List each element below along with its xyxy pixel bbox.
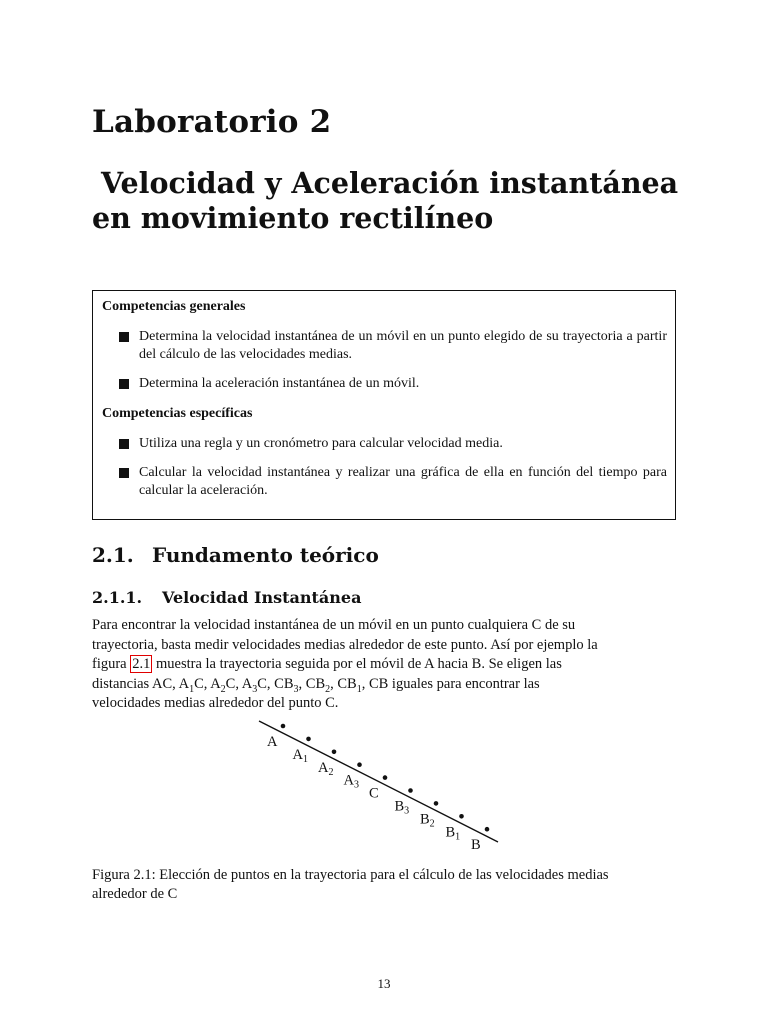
paragraph-text: , CB xyxy=(298,675,326,692)
subsection-title: Velocidad Instantánea xyxy=(162,588,362,607)
paragraph-line xyxy=(92,675,676,695)
paragraph-text: , CB iguales para encontrar las xyxy=(361,675,540,692)
paragraph-text: C, CB xyxy=(257,675,294,692)
label-subscript: 1 xyxy=(455,831,461,843)
figure-reference-link[interactable]: 2.1 xyxy=(132,656,151,672)
paragraph-line xyxy=(92,655,676,675)
square-bullet-icon xyxy=(119,468,129,478)
label-subscript: 1 xyxy=(302,753,308,765)
subscript: 3 xyxy=(252,683,258,695)
list-item xyxy=(102,375,667,393)
trajectory-point-label: A xyxy=(267,734,278,750)
body-paragraph xyxy=(92,616,676,714)
trajectory-point xyxy=(306,737,311,742)
subscript: 2 xyxy=(325,683,331,695)
trajectory-point-label: $A_2$ xyxy=(318,759,334,778)
section-title: Fundamento teórico xyxy=(152,543,379,567)
label-subscript: 2 xyxy=(328,766,334,778)
trajectory-point xyxy=(281,724,286,729)
list-item xyxy=(102,435,667,453)
list-item-text: Calcular la velocidad instantánea y realizar una gráfica de ella en función del tiempo para calcular la aceleración. xyxy=(139,465,667,498)
list-item-text: Determina la velocidad instantánea de un móvil en un punto elegido de su trayectoria a partir del cálculo de las velocidades medias. xyxy=(139,329,667,362)
list-item xyxy=(102,464,667,500)
paragraph-text: muestra la trayectoria seguida por el móvil de A hacia B. Se eligen las xyxy=(152,656,562,672)
list-item-text: Utiliza una regla y un cronómetro para calcular velocidad media. xyxy=(139,436,503,451)
competencias-especificas-list xyxy=(102,435,667,500)
paragraph-text: , CB xyxy=(330,675,357,692)
page-number: 13 xyxy=(377,976,391,991)
trajectory-point xyxy=(357,762,362,767)
list-item-text: Determina la aceleración instantánea de un móvil. xyxy=(139,376,420,391)
square-bullet-icon xyxy=(119,439,129,449)
label-subscript: 3 xyxy=(353,779,359,791)
trajectory-figure xyxy=(248,718,504,858)
chapter-title-line1: Velocidad y Aceleración instantánea xyxy=(101,166,679,200)
chapter-label: Laboratorio 2 xyxy=(92,104,332,140)
competencias-box xyxy=(92,290,676,520)
square-bullet-icon xyxy=(119,332,129,342)
paragraph-text: distancias AC, A xyxy=(92,675,190,692)
subscript: 3 xyxy=(293,683,299,695)
list-item xyxy=(102,328,667,364)
paragraph-text: C, A xyxy=(225,675,253,692)
trajectory-point xyxy=(459,814,464,819)
trajectory-point-label: $A_1$ xyxy=(292,746,308,765)
subscript: 2 xyxy=(220,683,226,695)
trajectory-point-label: B xyxy=(471,837,481,854)
paragraph-line: trayectoria, basta medir velocidades medias alrededor de este punto. Así por ejemplo la xyxy=(92,636,598,653)
square-bullet-icon xyxy=(119,379,129,389)
chapter-title xyxy=(92,166,712,236)
trajectory-point xyxy=(434,801,439,806)
caption-line: alrededor de C xyxy=(92,886,178,902)
competencias-generales-heading: Competencias generales xyxy=(102,299,246,314)
trajectory-point xyxy=(485,827,490,832)
subsection-heading xyxy=(92,588,361,607)
label-subscript: 2 xyxy=(429,818,435,830)
section-heading xyxy=(92,543,379,567)
trajectory-point xyxy=(332,750,337,755)
competencias-especificas-heading: Competencias específicas xyxy=(102,406,253,421)
paragraph-line: Para encontrar la velocidad instantánea de un móvil en un punto cualquiera C de su xyxy=(92,617,576,633)
trajectory-point-label: $B_1$ xyxy=(445,824,461,843)
trajectory-point-label: $B_2$ xyxy=(420,811,435,830)
figure-caption xyxy=(92,866,682,904)
competencias-generales-list xyxy=(102,328,667,393)
trajectory-point xyxy=(408,788,413,793)
subsection-number: 2.1.1. xyxy=(92,588,143,607)
paragraph-text: C, A xyxy=(194,675,221,692)
section-number: 2.1. xyxy=(92,543,134,567)
paragraph-line: velocidades medias alrededor del punto C. xyxy=(92,695,339,711)
subscript: 1 xyxy=(356,683,362,695)
label-subscript: 3 xyxy=(404,805,410,817)
trajectory-point-label: $B_3$ xyxy=(394,798,410,817)
chapter-title-line2: en movimiento rectilíneo xyxy=(92,201,494,235)
caption-line: Figura 2.1: Elección de puntos en la trayectoria para el cálculo de las velocidades medias xyxy=(92,867,609,883)
trajectory-point xyxy=(383,775,388,780)
trajectory-point-label: $A_3$ xyxy=(343,772,359,791)
trajectory-point-label: C xyxy=(369,785,379,802)
paragraph-text: figura xyxy=(92,656,131,672)
subscript: 1 xyxy=(189,683,195,695)
